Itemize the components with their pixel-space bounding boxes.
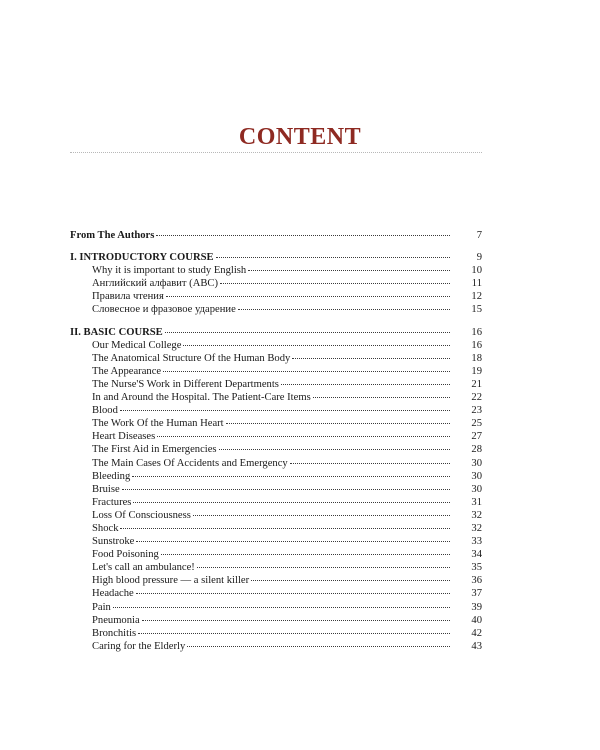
dot-leader xyxy=(216,248,450,258)
toc-entry-label: The First Aid in Emergencies xyxy=(92,444,217,456)
toc-entry-label: In and Around the Hospital. The Patient-Care Items xyxy=(92,392,311,404)
toc-intro-list xyxy=(70,263,482,315)
toc-entry-page: 39 xyxy=(471,601,482,613)
dot-leader xyxy=(157,427,450,437)
toc-entry-page: 32 xyxy=(471,509,482,521)
toc-section-page: 9 xyxy=(476,252,482,264)
toc-entry-label: The Appearance xyxy=(92,365,162,377)
toc-entry[interactable] xyxy=(70,639,482,652)
dot-leader xyxy=(166,287,450,297)
dot-leader xyxy=(281,375,450,385)
toc-entry-label: Pneumonia xyxy=(92,614,140,626)
dot-leader xyxy=(226,414,450,424)
page-title: CONTENT xyxy=(238,124,362,150)
toc-entry-page: 43 xyxy=(471,640,482,652)
dot-leader xyxy=(136,532,450,542)
toc-entry-page: 18 xyxy=(471,352,482,364)
toc-entry-page: 32 xyxy=(471,522,482,534)
toc-entry-label: Bleeding xyxy=(92,470,131,482)
title-divider xyxy=(70,152,482,153)
dot-leader xyxy=(120,519,450,529)
toc-entry-page: 19 xyxy=(471,365,482,377)
toc-entry-label: The Anatomical Structure Of the Human Body xyxy=(92,352,291,364)
toc-entry-label: From The Authors xyxy=(70,230,155,241)
toc-entry-label: Heart Diseases xyxy=(92,431,156,443)
toc-entry-label: Our Medical College xyxy=(92,339,182,351)
toc-entry-authors[interactable] xyxy=(70,228,482,241)
toc-entry-page: 37 xyxy=(471,588,482,600)
dot-leader xyxy=(161,545,450,555)
dot-leader xyxy=(220,274,450,284)
toc-entry-label: The Work Of the Human Heart xyxy=(92,418,224,430)
toc-section-page: 16 xyxy=(471,326,482,338)
dot-leader xyxy=(136,584,450,594)
toc-entry-page: 12 xyxy=(471,291,482,303)
toc-basic-list xyxy=(70,338,482,652)
dot-leader xyxy=(193,506,450,516)
dot-leader xyxy=(163,362,450,372)
toc-entry-page: 22 xyxy=(471,392,482,404)
toc-entry-label: Caring for the Elderly xyxy=(92,640,186,652)
toc-entry-label: Bronchitis xyxy=(92,627,137,639)
toc-entry-label: Sunstroke xyxy=(92,536,135,548)
toc-entry-page: 16 xyxy=(471,339,482,351)
dot-leader xyxy=(248,261,450,271)
toc-section-label: II. BASIC COURSE xyxy=(70,326,163,338)
toc-section-label: I. INTRODUCTORY COURSE xyxy=(70,252,214,264)
toc-entry-page: 30 xyxy=(471,457,482,469)
toc-entry-page: 15 xyxy=(471,304,482,316)
toc-entry-label: The Nurse'S Work in Different Departments xyxy=(92,378,279,390)
toc-entry-label: Shock xyxy=(92,522,119,534)
toc-entry-label: Словесное и фразовое ударение xyxy=(92,304,236,316)
dot-leader xyxy=(290,454,450,464)
dot-leader xyxy=(238,300,450,310)
toc-entry-page: 7 xyxy=(476,230,482,241)
toc-entry-label: Let's call an ambulance! xyxy=(92,562,195,574)
toc-entry-label: High blood pressure — a silent killer xyxy=(92,575,250,587)
toc-entry-label: Headache xyxy=(92,588,134,600)
dot-leader xyxy=(113,598,450,608)
dot-leader xyxy=(132,467,450,477)
dot-leader xyxy=(219,440,450,450)
dot-leader xyxy=(197,558,450,568)
toc-entry-page: 23 xyxy=(471,405,482,417)
toc-entry-label: The Main Cases Of Accidents and Emergency xyxy=(92,457,288,469)
toc-entry-page: 30 xyxy=(471,483,482,495)
dot-leader xyxy=(165,323,450,333)
toc-entry-page: 35 xyxy=(471,562,482,574)
toc-entry-page: 36 xyxy=(471,575,482,587)
toc-entry-label: Правила чтения xyxy=(92,291,164,303)
dot-leader xyxy=(156,226,450,236)
dot-leader xyxy=(138,624,450,634)
dot-leader xyxy=(142,611,450,621)
dot-leader xyxy=(187,637,450,647)
toc-entry-page: 25 xyxy=(471,418,482,430)
toc-entry-page: 10 xyxy=(471,265,482,277)
toc-entry-label: Fractures xyxy=(92,496,132,508)
toc-entry-page: 40 xyxy=(471,614,482,626)
toc-entry-label: Food Poisoning xyxy=(92,549,159,561)
dot-leader xyxy=(292,349,450,359)
toc-entry-page: 11 xyxy=(471,278,482,290)
dot-leader xyxy=(122,480,450,490)
toc-entry-label: Blood xyxy=(92,405,118,417)
toc-entry-label: Why it is important to study English xyxy=(92,265,247,277)
toc-entry-page: 34 xyxy=(471,549,482,561)
toc-entry[interactable] xyxy=(70,302,482,315)
toc-entry-page: 33 xyxy=(471,536,482,548)
toc-entry-label: Английский алфавит (ABC) xyxy=(92,278,219,290)
toc-entry-label: Loss Of Consciousness xyxy=(92,509,191,521)
toc-entry-label: Bruise xyxy=(92,483,120,495)
toc-entry-page: 30 xyxy=(471,470,482,482)
dot-leader xyxy=(133,493,450,503)
dot-leader xyxy=(120,401,450,411)
table-of-contents xyxy=(70,228,482,652)
dot-leader xyxy=(183,336,450,346)
toc-entry-page: 27 xyxy=(471,431,482,443)
toc-entry-page: 21 xyxy=(471,378,482,390)
toc-entry-page: 28 xyxy=(471,444,482,456)
dot-leader xyxy=(251,571,450,581)
toc-entry-page: 31 xyxy=(471,496,482,508)
toc-entry-label: Pain xyxy=(92,601,111,613)
dot-leader xyxy=(313,388,450,398)
toc-entry-page: 42 xyxy=(471,627,482,639)
